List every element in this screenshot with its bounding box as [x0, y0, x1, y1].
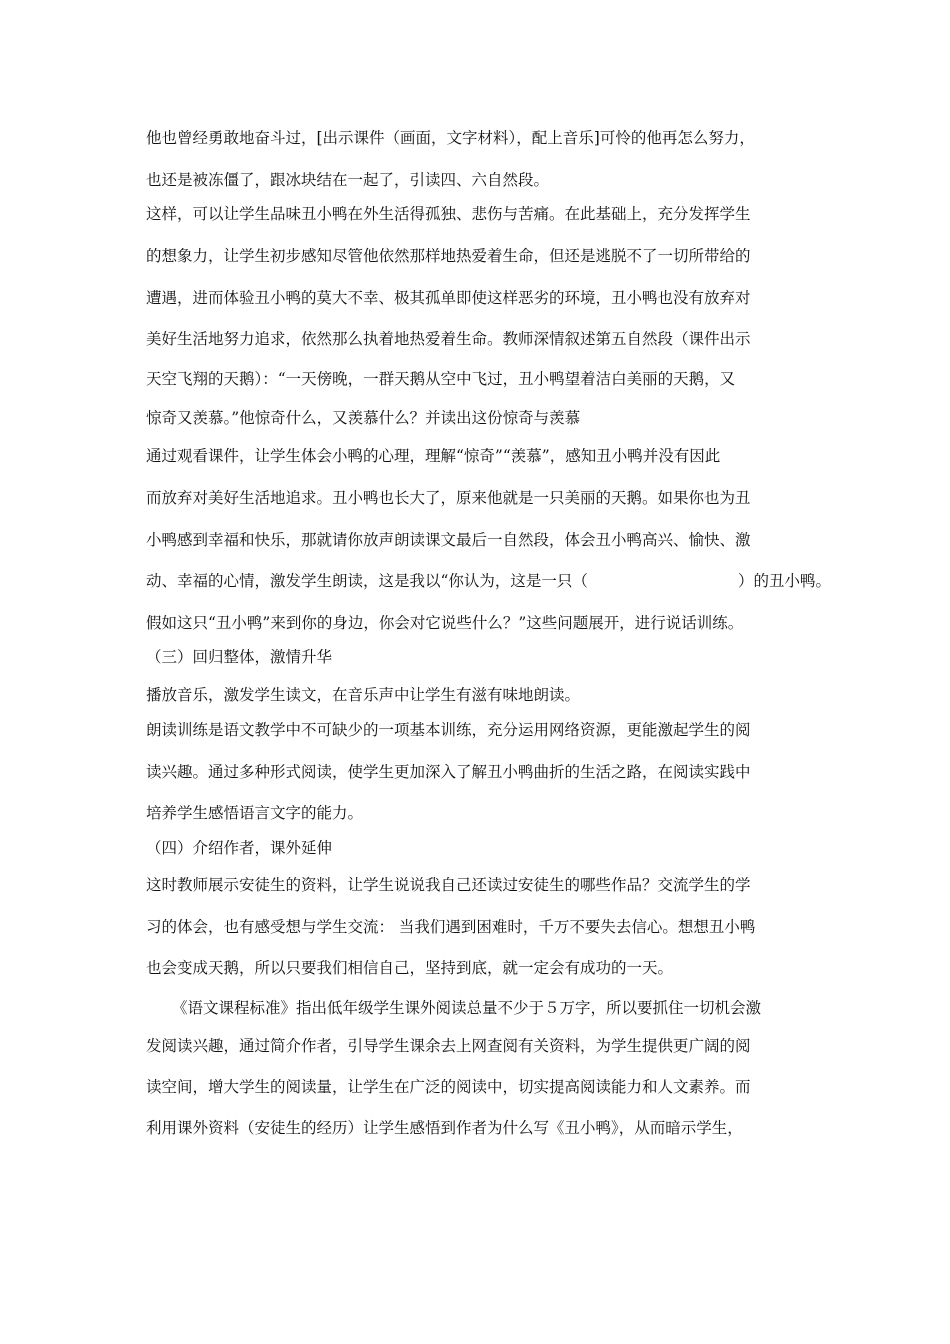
- text-segment: ）的丑小鸭。: [737, 572, 831, 590]
- text-line: 也还是被冻僵了，跟冰块结在一起了，引读四、六自然段。: [146, 171, 550, 189]
- text-line: 发阅读兴趣，通过简介作者，引导学生课余去上网查阅有关资料，为学生提供更广阔的阅: [146, 1037, 751, 1055]
- text-line: 读兴趣。通过多种形式阅读，使学生更加深入了解丑小鸭曲折的生活之路，在阅读实践中: [146, 763, 751, 781]
- text-line: 而放弃对美好生活地追求。丑小鸭也长大了，原来他就是一只美丽的天鹅。如果你也为丑: [146, 489, 751, 507]
- text-line: 播放音乐，激发学生读文，在音乐声中让学生有滋有味地朗读。: [146, 686, 581, 704]
- text-line: 朗读训练是语文教学中不可缺少的一项基本训练，充分运用网络资源，更能激起学生的阅: [146, 721, 751, 739]
- text-line: 利用课外资料（安徒生的经历）让学生感悟到作者为什么写《丑小鸭》，从而暗示学生，: [146, 1119, 743, 1137]
- text-line: 惊奇又羡慕。”他惊奇什么，又羡慕什么？并读出这份惊奇与羡慕: [146, 409, 581, 427]
- section-heading: （四）介绍作者，课外延伸: [146, 839, 333, 857]
- text-line: 也会变成天鹅，所以只要我们相信自己，坚持到底，就一定会有成功的一天。: [146, 959, 674, 977]
- text-line: 假如这只“丑小鸭”来到你的身边，你会对它说些什么？”这些问题展开，进行说话训练。: [146, 614, 744, 632]
- text-line: 《语文课程标准》指出低年级学生课外阅读总量不少于５万字，所以要抓住一切机会激: [172, 999, 762, 1017]
- text-line-with-blank: [146, 571, 831, 591]
- text-line: 习的体会，也有感受想与学生交流： 当我们遇到困难时，千万不要失去信心。想想丑小鸭: [146, 918, 756, 936]
- text-line: 天空飞翔的天鹅）：“一天傍晚，一群天鹅从空中飞过，丑小鸭望着洁白美丽的天鹅，又: [146, 370, 736, 388]
- text-line: 这样，可以让学生品味丑小鸭在外生活得孤独、悲伤与苦痛。在此基础上，充分发挥学生: [146, 205, 751, 223]
- text-line: 这时教师展示安徒生的资料，让学生说说我自己还读过安徒生的哪些作品？交流学生的学: [146, 876, 751, 894]
- text-segment: 动、幸福的心情，激发学生朗读，这是我以“你认为，这是一只（: [146, 572, 588, 590]
- text-line: 美好生活地努力追求，依然那么执着地热爱着生命。教师深情叙述第五自然段（课件出示: [146, 330, 751, 348]
- text-line: 小鸭感到幸福和快乐，那就请你放声朗读课文最后一自然段，体会丑小鸭高兴、愉快、激: [146, 531, 751, 549]
- text-line: 遭遇，进而体验丑小鸭的莫大不幸、极其孤单即使这样恶劣的环境，丑小鸭也没有放弃对: [146, 289, 751, 307]
- text-line: 读空间，增大学生的阅读量，让学生在广泛的阅读中，切实提高阅读能力和人文素养。而: [146, 1078, 751, 1096]
- text-line: 他也曾经勇敢地奋斗过，[出示课件（画面，文字材料），配上音乐]可怜的他再怎么努力，: [146, 129, 755, 147]
- section-heading: （三）回归整体，激情升华: [146, 648, 333, 666]
- text-line: 的想象力，让学生初步感知尽管他依然那样地热爱着生命，但还是逃脱不了一切所带给的: [146, 247, 751, 265]
- text-line: 培养学生感悟语言文字的能力。: [146, 804, 364, 822]
- text-line: 通过观看课件，让学生体会小鸭的心理，理解“惊奇”“羡慕”，感知丑小鸭并没有因此: [146, 447, 721, 465]
